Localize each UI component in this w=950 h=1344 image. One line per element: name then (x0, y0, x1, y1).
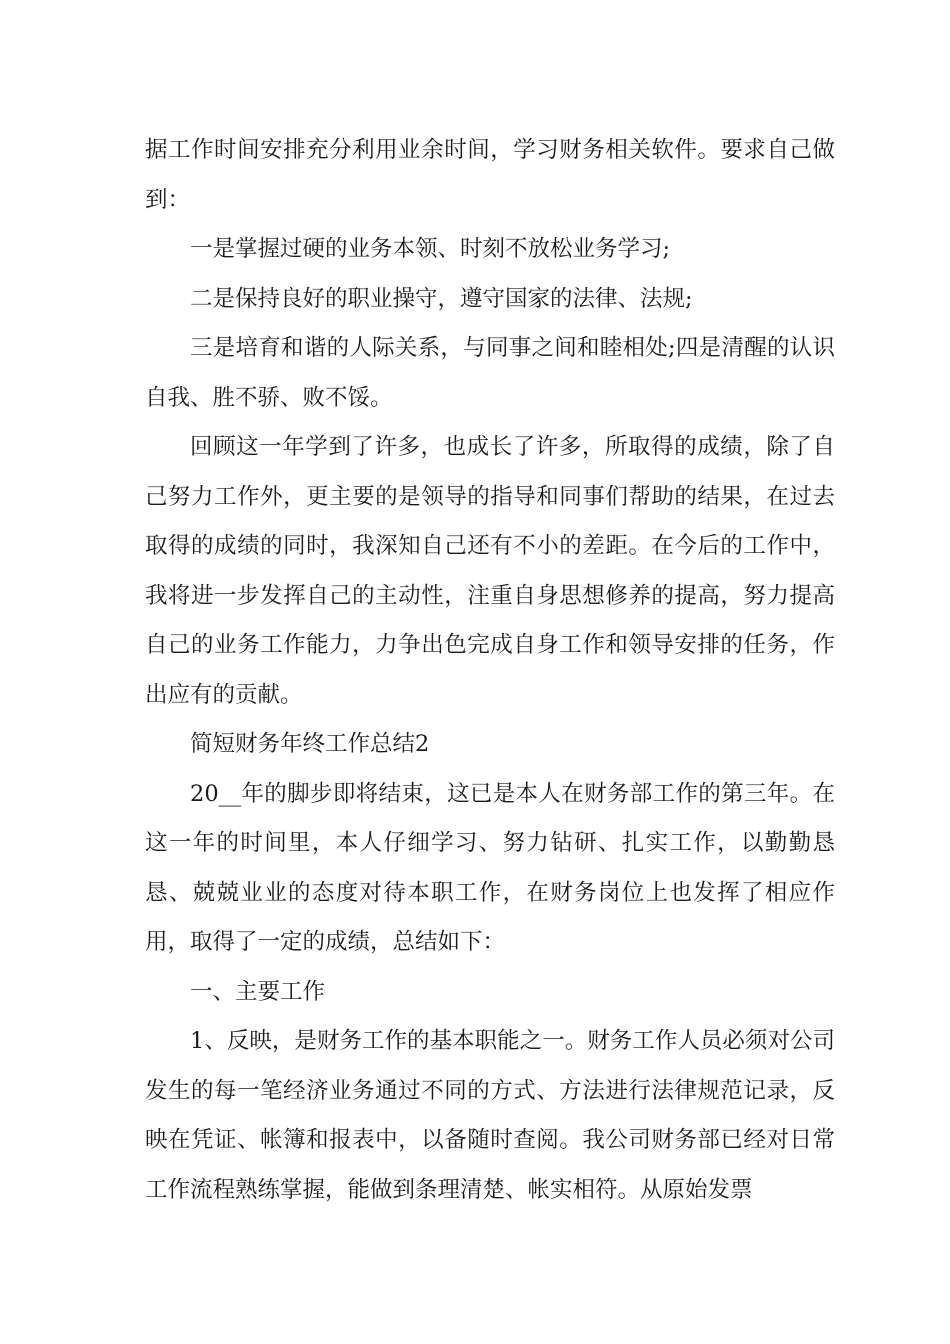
document-body (145, 126, 835, 1215)
paragraph-item-1: 一是掌握过硬的业务本领、时刻不放松业务学习; (190, 236, 671, 262)
paragraph-item-3-4: 三是培育和谐的人际关系，与同事之间和睦相处;四是清醒的认识自我、胜不骄、败不馁。 (145, 335, 835, 411)
section-title: 简短财务年终工作总结2 (190, 731, 430, 757)
paragraph-main-work-1: 1、反映，是财务工作的基本职能之一。财务工作人员必须对公司发生的每一笔经济业务通过不同的方式、方法进行法律规范记录，反映在凭证、帐簿和报表中，以备随时查阅。我公司财务部已经对日常工作流程熟练掌握，能做到条理清楚、帐实相符。从原始发票 (145, 1028, 835, 1203)
subsection-heading: 一、主要工作 (190, 978, 326, 1005)
paragraph-item-2: 二是保持良好的职业操守，遵守国家的法律、法规; (190, 285, 693, 312)
paragraph-year-summary: 20__年的脚步即将结束，这已是本人在财务部工作的第三年。在这一年的时间里，本人仔细学习、努力钻研、扎实工作，以勤勤恳恳、兢兢业业的态度对待本职工作，在财务岗位上也发挥了相应作用，取得了一定的成绩，总结如下： (145, 780, 835, 955)
paragraph-intro: 据工作时间安排充分利用业余时间，学习财务相关软件。要求自己做到： (145, 137, 835, 213)
paragraph-review: 回顾这一年学到了许多，也成长了许多，所取得的成绩，除了自己努力工作外，更主要的是领导的指导和同事们帮助的结果，在过去取得的成绩的同时，我深知自己还有不小的差距。在今后的工作中，我将进一步发挥自己的主动性，注重自身思想修养的提高，努力提高自己的业务工作能力，力争出色完成自身工作和领导安排的任务，作出应有的贡献。 (145, 434, 835, 708)
